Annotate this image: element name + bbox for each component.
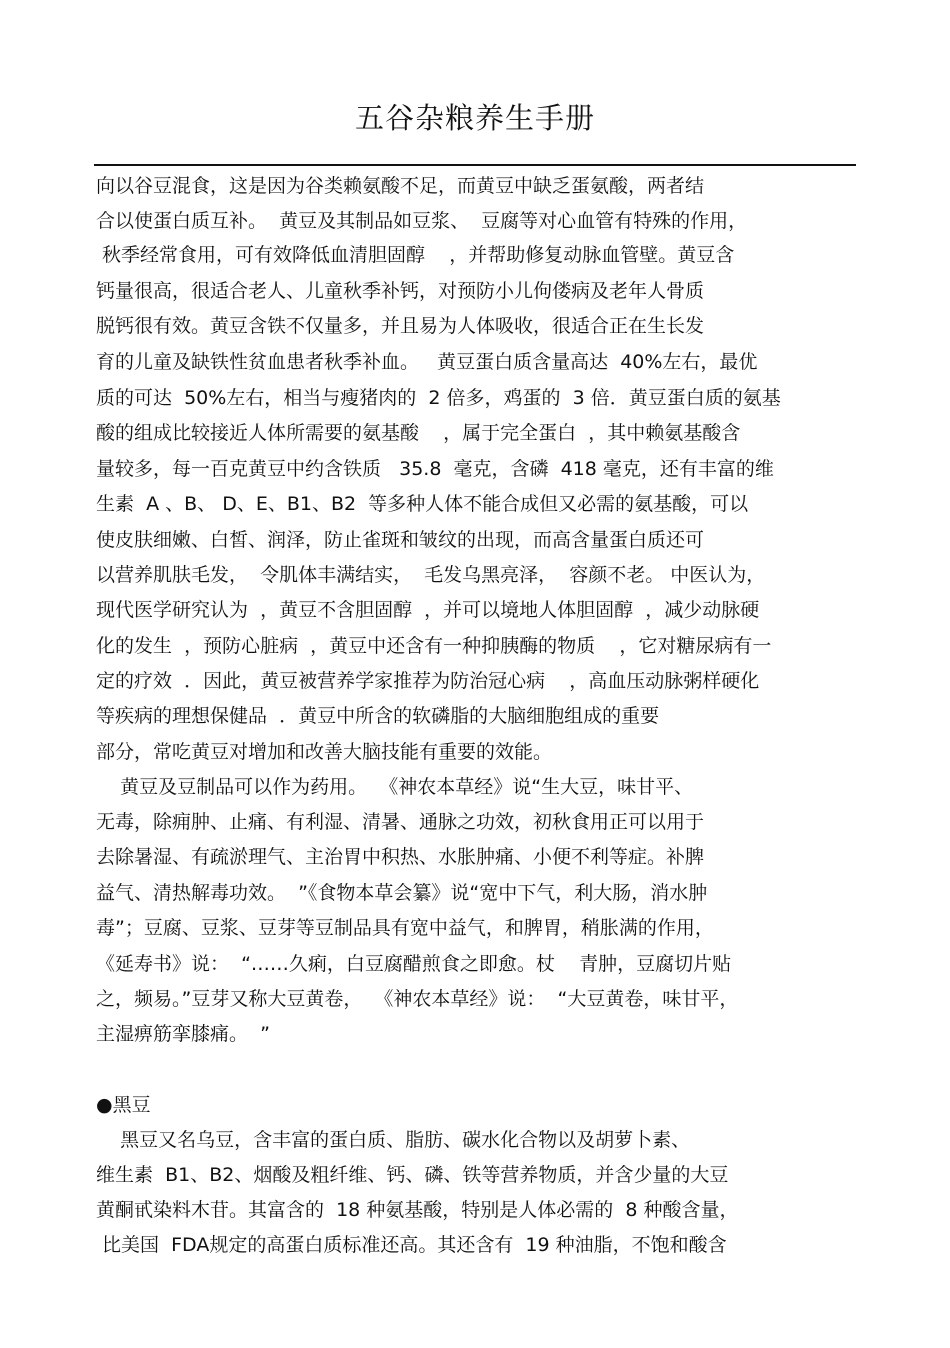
body-line: 以营养肌肤毛发， 令肌体丰满结实， 毛发乌黑亮泽， 容颜不老。 中医认为， <box>96 564 766 586</box>
body-line: 定的疗效 ．因此，黄豆被营养学家推荐为防治冠心病 ，高血压动脉粥样硬化 <box>96 670 760 692</box>
title-rule <box>94 164 856 166</box>
body-line: 秋季经常食用，可有效降低血清胆固醇 ，并帮助修复动脉血管壁。黄豆含 <box>96 244 735 266</box>
body-line: 黑豆又名乌豆，含丰富的蛋白质、脂肪、碳水化合物以及胡萝卜素、 <box>96 1129 691 1151</box>
body-line: 之，频易。”豆芽又称大豆黄卷， 《神农本草经》说： “大豆黄卷，味甘平， <box>96 988 739 1010</box>
body-line: 维生素 B1、B2、烟酸及粗纤维、钙、磷、铁等营养物质，并含少量的大豆 <box>96 1164 729 1186</box>
body-line: 化的发生 ，预防心脏病 ，黄豆中还含有一种抑胰酶的物质 ，它对糖尿病有一 <box>96 635 772 657</box>
document-title: 五谷杂粮养生手册 <box>354 101 595 135</box>
body-line: 黄酮甙染料木苷。其富含的 18 种氨基酸，特别是人体必需的 8 种酸含量， <box>96 1199 739 1221</box>
body-line: 脱钙很有效。黄豆含铁不仅量多，并且易为人体吸收，很适合正在生长发 <box>96 315 705 337</box>
body-line: 《延寿书》说： “……久痢，白豆腐醋煎食之即愈。杖 青肿，豆腐切片贴 <box>96 953 732 975</box>
body-line: 量较多，每一百克黄豆中约含铁质 35.8 毫克，含磷 418 毫克，还有丰富的维 <box>96 458 774 480</box>
body-line: 主湿痹筋挛膝痛。 ” <box>96 1023 270 1045</box>
body-line: 合以使蛋白质互补。 黄豆及其制品如豆浆、 豆腐等对心血管有特殊的作用， <box>96 210 748 232</box>
section-heading-black-bean: ●黑豆 <box>96 1094 151 1116</box>
body-line: 钙量很高，很适合老人、儿童秋季补钙，对预防小儿佝偻病及老年人骨质 <box>96 280 705 302</box>
body-line: 生素 A 、B、 D、E、B1、B2 等多种人体不能合成但又必需的氨基酸，可以 <box>96 493 749 515</box>
body-line: 现代医学研究认为 ，黄豆不含胆固醇 ，并可以境地人体胆固醇 ，减少动脉硬 <box>96 599 760 621</box>
body-line: 酸的组成比较接近人体所需要的氨基酸 ，属于完全蛋白 ，其中赖氨基酸含 <box>96 422 741 444</box>
body-line: 使皮肤细嫩、白皙、润泽，防止雀斑和皱纹的出现，而高含量蛋白质还可 <box>96 529 705 551</box>
body-line: 部分，常吃黄豆对增加和改善大脑技能有重要的效能。 <box>96 741 553 763</box>
body-line: 黄豆及豆制品可以作为药用。 《神农本草经》说“生大豆，味甘平、 <box>96 776 694 798</box>
body-line: 向以谷豆混食，这是因为谷类赖氨酸不足，而黄豆中缺乏蛋氨酸，两者结 <box>96 175 705 197</box>
body-line: 益气、清热解毒功效。 ”《食物本草会纂》说“宽中下气，利大肠，消水肿 <box>96 882 708 904</box>
body-line: 质的可达 50%左右，相当与瘦猪肉的 2 倍多，鸡蛋的 3 倍．黄豆蛋白质的氨基 <box>96 387 781 409</box>
body-line: 无毒，除痈肿、止痛、有利湿、清暑、通脉之功效，初秋食用正可以用于 <box>96 811 705 833</box>
body-line: 去除暑湿、有疏淤理气、主治胃中积热、水胀肿痛、小便不利等症。补脾 <box>96 846 705 868</box>
body-line: 等疾病的理想保健品 ．黄豆中所含的软磷脂的大脑细胞组成的重要 <box>96 705 660 727</box>
body-line: 毒”；豆腐、豆浆、豆芽等豆制品具有宽中益气，和脾胃，稍胀满的作用， <box>96 917 714 939</box>
body-line: 育的儿童及缺铁性贫血患者秋季补血。 黄豆蛋白质含量高达 40%左右，最优 <box>96 351 758 373</box>
body-line: 比美国 FDA规定的高蛋白质标准还高。其还含有 19 种油脂，不饱和酸含 <box>96 1234 727 1256</box>
